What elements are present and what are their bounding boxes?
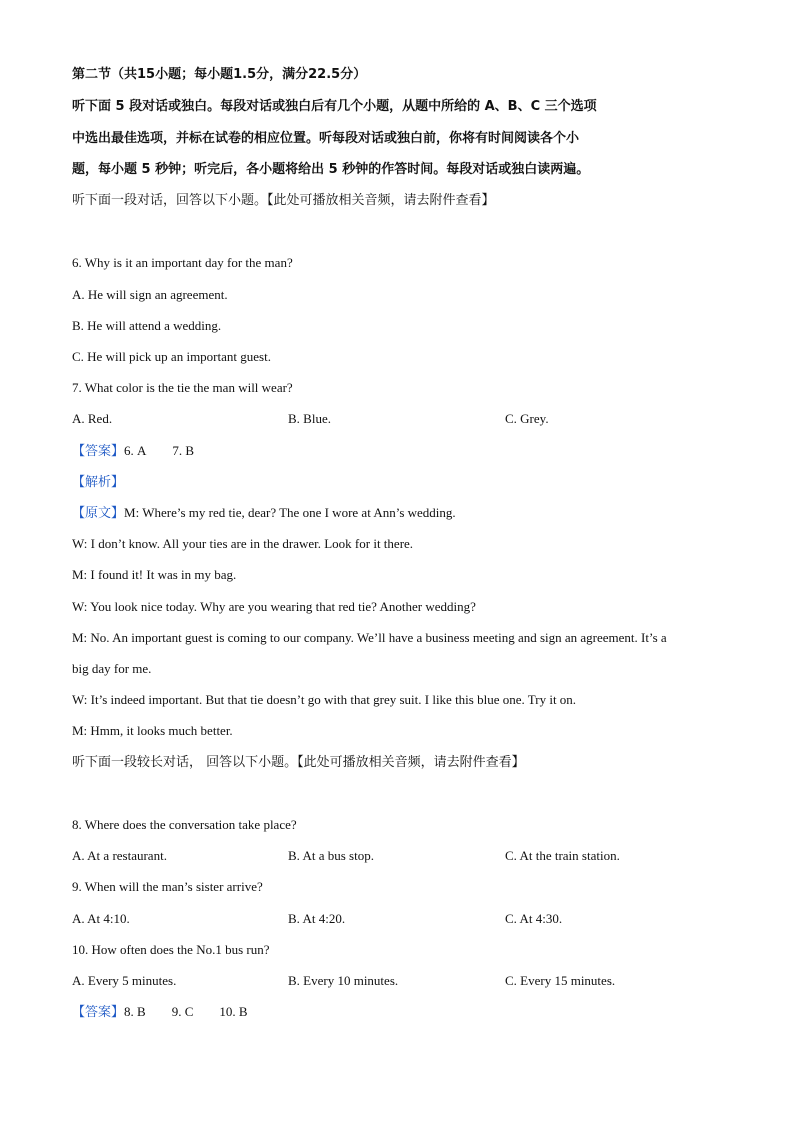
- part2-intro: 听下面一段较长对话， 回答以下小题。【此处可播放相关音频，请去附件查看】: [72, 755, 525, 770]
- analysis-tag: 【解析】: [72, 475, 125, 490]
- answer-tag: 【答案】: [72, 444, 125, 459]
- q10-option-a: A. Every 5 minutes.: [72, 973, 177, 988]
- q6-option-c: C. He will pick up an important guest.: [72, 349, 271, 364]
- transcript-line-1: [72, 504, 456, 523]
- transcript-line-6: big day for me.: [72, 661, 152, 676]
- q9-option-b: B. At 4:20.: [288, 911, 346, 926]
- transcript-tag: 【原文】: [72, 506, 125, 521]
- q6-option-b: B. He will attend a wedding.: [72, 318, 222, 333]
- answer-line-2: [72, 1003, 248, 1022]
- q6-option-a: A. He will sign an agreement.: [72, 287, 228, 302]
- transcript-line-3: M: I found it! It was in my bag.: [72, 567, 237, 582]
- question-7: 7. What color is the tie the man will wear?: [72, 380, 293, 395]
- q7-option-b: B. Blue.: [288, 411, 331, 426]
- transcript-line-4: W: You look nice today. Why are you wearing that red tie? Another wedding?: [72, 599, 476, 614]
- instruction-line-3: 题，每小题 5 秒钟；听完后，各小题将给出 5 秒钟的作答时间。每段对话或独白读两遍。: [72, 162, 590, 177]
- transcript-line-2: W: I don’t know. All your ties are in the drawer. Look for it there.: [72, 536, 414, 551]
- answer-10: 10. B: [219, 1004, 248, 1019]
- section-title: 第二节（共15小题；每小题1.5分，满分22.5分）: [72, 67, 367, 82]
- instruction-line-2: 中选出最佳选项，并标在试卷的相应位置。听每段对话或独白前，你将有时间阅读各个小: [72, 131, 580, 146]
- q10-option-b: B. Every 10 minutes.: [288, 973, 399, 988]
- question-10: 10. How often does the No.1 bus run?: [72, 942, 270, 957]
- q7-option-a: A. Red.: [72, 411, 113, 426]
- q8-option-b: B. At a bus stop.: [288, 848, 374, 863]
- q8-option-c: C. At the train station.: [505, 848, 620, 863]
- answer-8: 8. B: [124, 1004, 146, 1019]
- analysis-line: [72, 473, 124, 492]
- q10-option-c: C. Every 15 minutes.: [505, 973, 616, 988]
- q9-option-c: C. At 4:30.: [505, 911, 563, 926]
- answer-7: 7. B: [172, 443, 195, 458]
- q7-option-c: C. Grey.: [505, 411, 549, 426]
- answer-9: 9. C: [171, 1004, 194, 1019]
- question-9: 9. When will the man’s sister arrive?: [72, 879, 263, 894]
- question-6: 6. Why is it an important day for the man?: [72, 255, 293, 270]
- transcript-line-7: W: It’s indeed important. But that tie doesn’t go with that grey suit. I like this blue one. Try it on.: [72, 692, 577, 707]
- instruction-line-1: 听下面 5 段对话或独白。每段对话或独白后有几个小题，从题中所给的 A、B、C 三个选项: [72, 99, 597, 114]
- answer-6: 6. A: [124, 443, 147, 458]
- part1-intro: 听下面一段对话，回答以下小题。【此处可播放相关音频，请去附件查看】: [72, 193, 495, 208]
- question-8: 8. Where does the conversation take place?: [72, 817, 297, 832]
- transcript-text-1: M: Where’s my red tie, dear? The one I wore at Ann’s wedding.: [124, 505, 456, 520]
- q9-option-a: A. At 4:10.: [72, 911, 130, 926]
- answer-tag-2: 【答案】: [72, 1005, 125, 1020]
- transcript-line-5: M: No. An important guest is coming to our company. We’ll have a business meeting and sign an agreement. It’s a: [72, 630, 667, 645]
- transcript-line-8: M: Hmm, it looks much better.: [72, 723, 233, 738]
- q8-option-a: A. At a restaurant.: [72, 848, 167, 863]
- answer-line-1: [72, 442, 194, 461]
